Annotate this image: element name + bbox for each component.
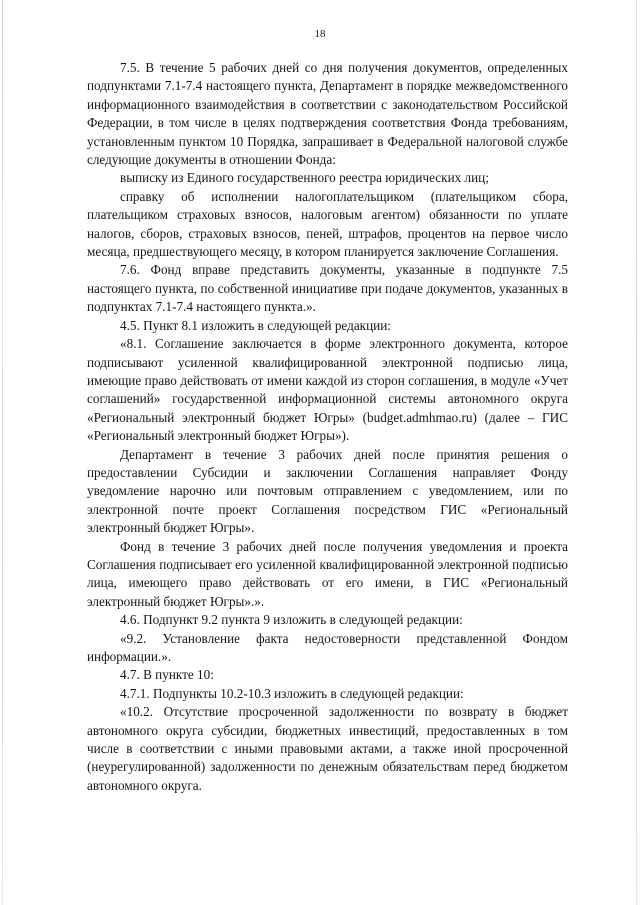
paragraph-4-7-1: 4.7.1. Подпункты 10.2-10.3 изложить в следующей редакции: — [120, 685, 464, 701]
paragraph-tax-certificate: справку об исполнении налогоплательщиком (плательщиком сбора, плательщиком страховых взносов, налоговым агентом) обязанности по уплате налогов, сборов, страховых взносов, пеней, штрафов, процентов на первое число месяца, предшествующего месяцу, в котором планируется заключение Соглашения. — [87, 188, 568, 260]
scan-edge-right — [636, 0, 637, 905]
document-body — [87, 59, 568, 795]
paragraph-department-notice: Департамент в течение 3 рабочих дней после принятия решения о предоставлении Субсидии и заключении Соглашения направляет Фонду уведомление нарочно или почтовым отправлением с уведомлением, или по электронной почте проект Соглашения посредством ГИС «Региональный электронный бюджет Югры». — [87, 446, 568, 536]
paragraph-egrul-extract: выписку из Единого государственного реестра юридических лиц; — [120, 170, 489, 186]
scan-edge-left — [2, 0, 3, 905]
paragraph-9-2: «9.2. Установление факта недостоверности представленной Фондом информации.». — [87, 630, 568, 664]
paragraph-4-7: 4.7. В пункте 10: — [120, 667, 214, 683]
paragraph-10-2: «10.2. Отсутствие просроченной задолженности по возврату в бюджет автономного округа субсидии, бюджетных инвестиций, предоставленных в том числе в соответствии с иными правовыми актами, а также иной просроченной (неурегулированной) задолженности по денежным обязательствам перед бюджетом автономного округа. — [87, 704, 568, 793]
paragraph-8-1: «8.1. Соглашение заключается в форме электронного документа, которое подписывают усиленной квалифицированной электронной подписью лица, имеющие право действовать от имени каждой из сторон соглашения, в модуле «Учет соглашений» государственной информационной системы автономного округа «Региональный электронный бюджет Югры» (budget.admhmao.ru) (далее – ГИС «Региональный электронный бюджет Югры»). — [87, 336, 568, 444]
paragraph-4-5: 4.5. Пункт 8.1 изложить в следующей редакции: — [120, 317, 391, 333]
paragraph-7-5: 7.5. В течение 5 рабочих дней со дня получения документов, определенных подпунктами 7.1-7.4 настоящего пункта, Департамент в порядке межведомственного информационного взаимодействия в соответствии с законодательством Российской Федерации, в том числе в целях подтверждения соответствия Фонда требованиям, установленным пунктом 10 Порядка, запрашивает в Федеральной налоговой службе следующие документы в отношении Фонда: — [87, 60, 568, 168]
paragraph-4-6: 4.6. Подпункт 9.2 пункта 9 изложить в следующей редакции: — [120, 612, 463, 628]
page-number: 18 — [314, 28, 326, 40]
paragraph-fund-signing: Фонд в течение 3 рабочих дней после получения уведомления и проекта Соглашения подписывает его усиленной квалифицированной электронной подписью лица, имеющего право действовать от его имени, в ГИС «Региональный электронный бюджет Югры».». — [87, 538, 568, 609]
paragraph-7-6: 7.6. Фонд вправе представить документы, указанные в подпункте 7.5 настоящего пункта, по собственной инициативе при подаче документов, указанных в подпунктах 7.1-7.4 настоящего пункта.». — [87, 262, 568, 315]
